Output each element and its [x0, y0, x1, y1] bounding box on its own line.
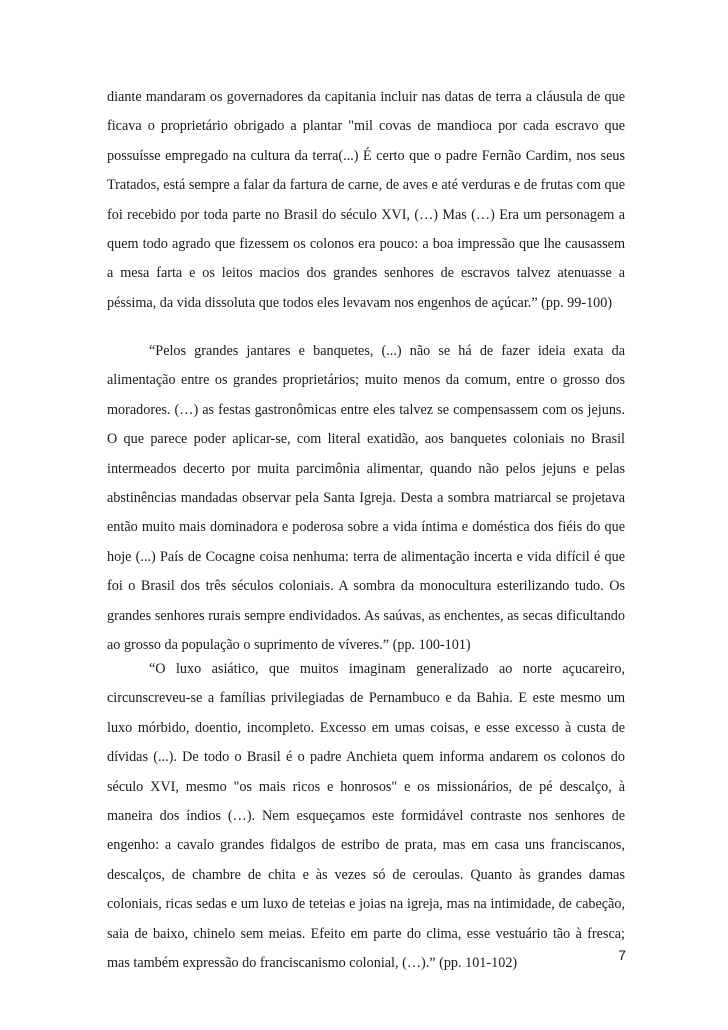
paragraph-quote-banquets: “Pelos grandes jantares e banquetes, (...) não se há de fazer ideia exata da alimentação entre os grandes proprietários; muito menos da comum, entre o grosso dos moradores. (…) as festas gastronômicas entre eles talvez se compensassem com os jejuns. O que parece poder aplicar-se, com literal exatidão, aos banquetes coloniais no Brasil intermeados decerto por muita parcimônia alimentar, quando não pelos jejuns e pelas abstinências mandadas observar pela Santa Igreja. Desta a sombra matriarcal se projetava então muito mais dominadora e poderosa sobre a vida íntima e doméstica dos fiéis do que hoje (...) País de Cocagne coisa nenhuma: terra de alimentação incerta e vida difícil é que foi o Brasil dos três séculos coloniais. A sombra da monocultura esterilizando tudo. Os grandes senhores rurais sempre endividados. As saúvas, as enchentes, as secas dificultando ao grosso da população o suprimento de víveres.” (pp. 100-101)	[107, 343, 625, 654]
paragraph-quote-luxury: “O luxo asiático, que muitos imaginam generalizado ao norte açucareiro, circunscreveu-se a famílias privilegiadas de Pernambuco e da Bahia. E este mesmo um luxo mórbido, doentio, incompleto. Excesso em umas coisas, e esse excesso à custa de dívidas (...). De todo o Brasil é o padre Anchieta quem informa andarem os colonos do século XVI, mesmo "os mais ricos e honrosos" e os missionários, de pé descalço, à maneira dos índios (…). Nem esqueçamos este formidável contraste nos senhores de engenho: a cavalo grandes fidalgos de estribo de prata, mas em casa uns franciscanos, descalços, de chambre de chita e às vezes só de ceroulas. Quanto às grandes damas coloniais, ricas sedas e um luxo de teteias e joias na igreja, mas na intimidade, de cabeção, saia de baixo, chinelo sem meias. Efeito em parte do clima, esse vestuário tão à fresca; mas também expressão do franciscanismo colonial, (…).” (pp. 101-102)	[107, 661, 625, 972]
paragraph-continuation: diante mandaram os governadores da capitania incluir nas datas de terra a cláusula de que ficava o proprietário obrigado a plantar "mil covas de mandioca por cada escravo que possuísse empregado na cultura da terra(...) É certo que o padre Fernão Cardim, nos seus Tratados, está sempre a falar da fartura de carne, de aves e até verduras e de frutas com que foi recebido por toda parte no Brasil do século XVI, (…) Mas (…) Era um personagem a quem todo agrado que fizessem os colonos era pouco: a boa impressão que lhe causassem a mesa farta e os leitos macios dos grandes senhores de escravos talvez atenuasse a péssima, da vida dissoluta que todos eles levavam nos engenhos de açúcar.” (pp. 99-100)	[107, 89, 625, 311]
page-number: 7	[618, 947, 626, 963]
